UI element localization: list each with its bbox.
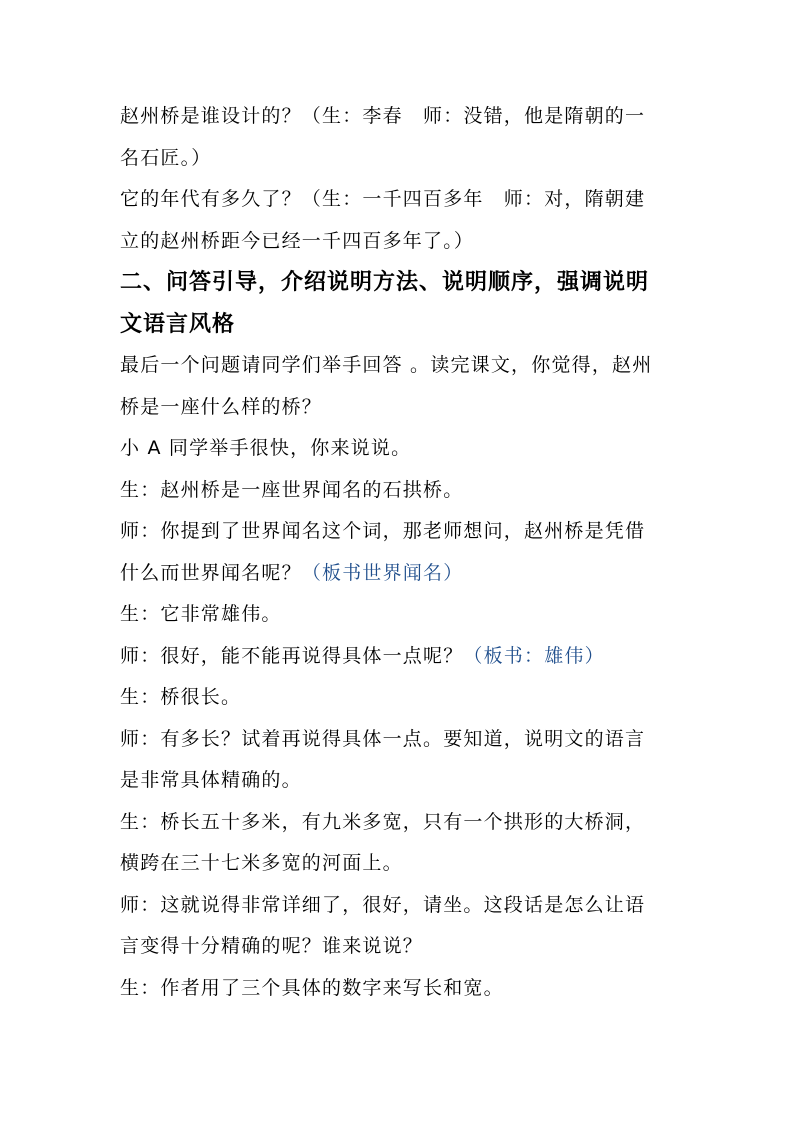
- paragraph-line: 最后一个问题请同学们举手回答 。读完课文，你觉得，赵州: [120, 354, 653, 376]
- paragraph-line: 师：有多长？试着再说得具体一点。要知道，说明文的语言: [120, 727, 646, 750]
- paragraph-line: 桥是一座什么样的桥？: [120, 395, 323, 418]
- paragraph-line: 生：桥很长。: [120, 686, 242, 708]
- paragraph-line: 小 A 同学举手很快，你来说说。: [120, 437, 412, 459]
- paragraph-line-with-note: [120, 636, 676, 678]
- paragraph-line: 师：这就说得非常详细了，很好，请坐。这段话是怎么让语: [120, 893, 646, 916]
- blackboard-note: （板书世界闻名）: [301, 561, 464, 584]
- paragraph-line: 生：赵州桥是一座世界闻名的石拱桥。: [120, 478, 464, 501]
- blackboard-note: （板书：雄伟）: [463, 644, 605, 667]
- paragraph-line: 生：它非常雄伟。: [120, 603, 282, 625]
- paragraph-line: 横跨在三十七米多宽的河面上。: [120, 852, 403, 874]
- paragraph-line-with-note: [120, 553, 676, 595]
- document-page: [120, 96, 676, 1009]
- paragraph-line: 是非常具体精确的。: [120, 769, 302, 791]
- paragraph-line: 言变得十分精确的呢？谁来说说？: [120, 935, 424, 957]
- paragraph-line: 它的年代有多久了？（生：一千四百多年 师：对，隋朝建: [120, 188, 646, 210]
- paragraph-line: 生：作者用了三个具体的数字来写长和宽。: [120, 976, 504, 999]
- section-heading: 文语言风格: [120, 311, 236, 337]
- paragraph-line: 立的赵州桥距今已经一千四百多年了。）: [120, 229, 475, 252]
- paragraph-line: 生：桥长五十多米，有九米多宽，只有一个拱形的大桥洞，: [120, 810, 646, 833]
- paragraph-line: 赵州桥是谁设计的？（生：李春 师：没错，他是隋朝的一: [120, 105, 646, 127]
- line-text: 什么而世界闻名呢？: [120, 561, 302, 584]
- paragraph-line: 名石匠。）: [120, 146, 212, 169]
- section-heading: 二、问答引导，介绍说明方法、说明顺序，强调说明: [120, 270, 650, 295]
- paragraph-line: 师：你提到了世界闻名这个词，那老师想问，赵州桥是凭借: [120, 520, 646, 542]
- line-text: 师：很好，能不能再说得具体一点呢？: [120, 644, 464, 667]
